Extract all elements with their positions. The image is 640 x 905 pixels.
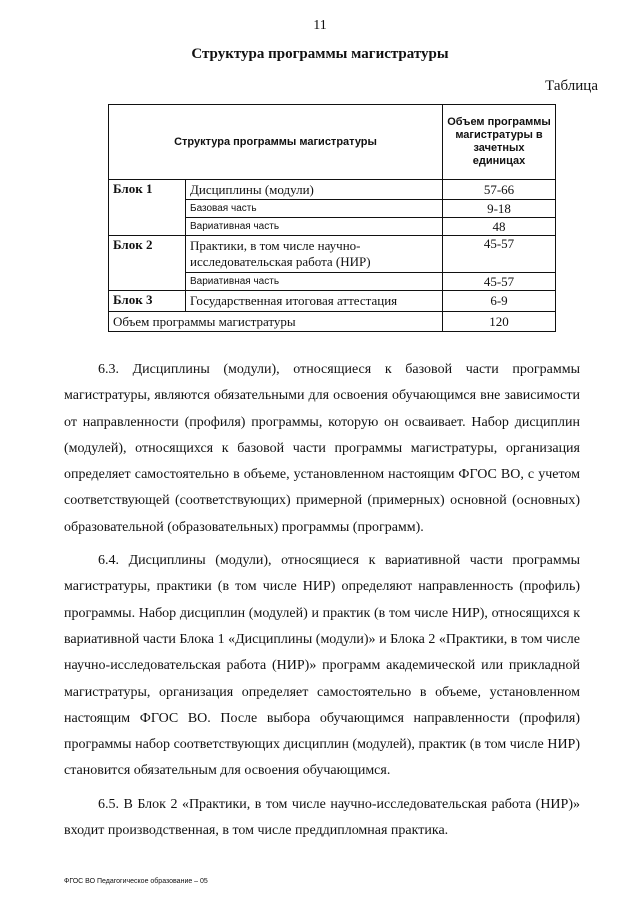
- page-number: 11: [313, 18, 327, 33]
- table-row: [109, 236, 556, 273]
- total-value: 120: [443, 312, 556, 332]
- row-value: 45-57: [443, 273, 556, 291]
- row-name: Вариативная часть: [186, 218, 443, 236]
- table-total-row: [109, 312, 556, 332]
- row-value: 48: [443, 218, 556, 236]
- row-name: Государственная итоговая аттестация: [186, 291, 443, 312]
- row-name: Вариативная часть: [186, 273, 443, 291]
- page-footer: ФГОС ВО Педагогическое образование – 05: [64, 878, 208, 885]
- page-title: Структура программы магистратуры: [191, 46, 449, 62]
- paragraph-6-4: 6.4. Дисциплины (модули), относящиеся к вариативной части программы магистратуры, практики (в том числе НИР) определяют направленность (профиль) программы. Набор дисциплин (модулей) и практик (в том числе НИР), относящихся к вариативной части Блока 1 «Дисциплины (модули)» и Блока 2 «Практики, в том числе научно-исследовательская работа (НИР)» программ академической или прикладной магистратуры, организация определяет самостоятельно в объеме, установленном настоящим ФГОС ВО. После выбора обучающимся направленности (профиля) программы набор соответствующих дисциплин (модулей), практик (в том числе НИР) становится обязательным для освоения обучающимся.: [64, 553, 580, 779]
- total-name: Объем программы магистратуры: [109, 312, 443, 332]
- row-value: 45-57: [443, 236, 556, 273]
- row-value: 6-9: [443, 291, 556, 312]
- row-value: 57-66: [443, 180, 556, 200]
- block-label: Блок 2: [109, 236, 186, 291]
- table-row: [109, 291, 556, 312]
- table-row: [109, 180, 556, 200]
- paragraph-6-5: 6.5. В Блок 2 «Практики, в том числе научно-исследовательская работа (НИР)» входит производственная, в том числе преддипломная практика.: [64, 796, 580, 839]
- block-label: Блок 1: [109, 180, 186, 236]
- row-name: Базовая часть: [186, 200, 443, 218]
- row-name: Дисциплины (модули): [186, 180, 443, 200]
- paragraph-6-3: 6.3. Дисциплины (модули), относящиеся к базовой части программы магистратуры, являются обязательными для освоения обучающимся вне зависимости от направленности (профиля) программы, которую он осваивает. Набор дисциплин (модулей), относящихся к базовой части программы магистратуры, организация определяет самостоятельно в объеме, установленном настоящим ФГОС ВО, с учетом соответствующей (соответствующих) примерной (примерных) основной (основных) образовательной (образовательных) программы (программ).: [64, 362, 580, 535]
- table-header-row: [109, 105, 556, 180]
- table-header-volume: Объем программы магистратуры в зачетных единицах: [443, 105, 556, 180]
- row-name: Практики, в том числе научно-исследовательская работа (НИР): [186, 236, 443, 273]
- block-label: Блок 3: [109, 291, 186, 312]
- program-structure-table: [108, 104, 556, 332]
- row-value: 9-18: [443, 200, 556, 218]
- table-caption: Таблица: [545, 78, 598, 94]
- table-header-structure: Структура программы магистратуры: [109, 105, 443, 180]
- body-text: [64, 357, 580, 851]
